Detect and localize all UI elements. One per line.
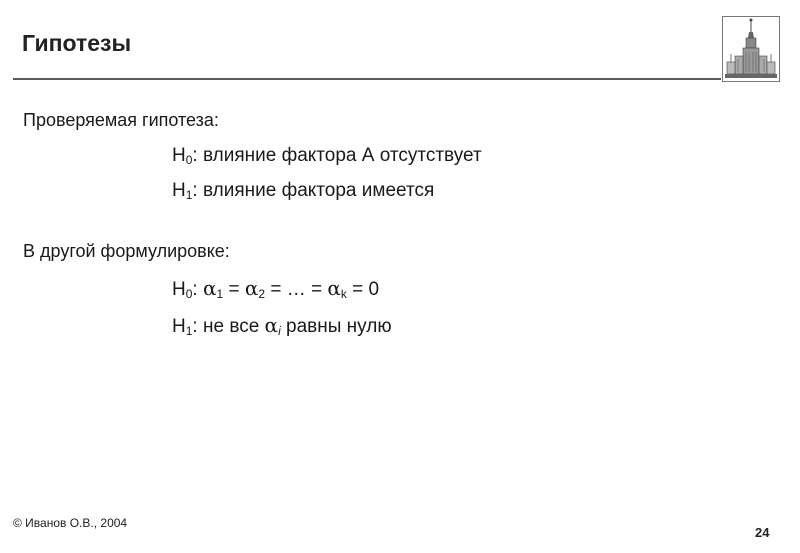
section-heading-other-formulation: В другой формулировке:: [23, 241, 230, 261]
f1-equals-zero: = 0: [346, 279, 380, 300]
hypothesis-h1: [172, 180, 434, 202]
f1-colon: :: [192, 279, 198, 300]
section-heading-tested-hypothesis: Проверяемая гипотеза:: [23, 110, 219, 130]
slide-title: Гипотезы: [22, 30, 132, 56]
h0-text: : влияние фактора А отсутствует: [192, 145, 482, 166]
f1-equals-ellipsis: = … =: [265, 279, 328, 300]
h1-letter: H: [172, 180, 186, 201]
h1-subscript: 1: [185, 188, 193, 202]
f2-h-subscript: 1: [185, 324, 193, 338]
f1-h-subscript: 0: [185, 287, 193, 301]
alpha-1-symbol: α: [202, 276, 217, 300]
alpha-k-symbol: α: [327, 276, 341, 300]
f1-equals-1: =: [223, 279, 245, 300]
footer-copyright: © Иванов О.В., 2004: [13, 516, 128, 530]
f2-text-before: : не все: [192, 316, 265, 337]
hypothesis-h0: [172, 145, 482, 167]
university-building-logo: [722, 16, 780, 82]
formula-h0-alphas: [172, 276, 379, 301]
alpha-2-symbol: α: [244, 276, 259, 300]
alpha-2-subscript: 2: [258, 287, 266, 301]
f2-text-after: равны нулю: [280, 316, 392, 337]
f2-h-letter: H: [172, 316, 186, 337]
h1-text: : влияние фактора имеется: [192, 180, 435, 201]
formula-h1-alphas: [172, 313, 392, 338]
alpha-k-subscript: k: [340, 287, 347, 301]
page-number: 24: [755, 525, 770, 540]
h0-letter: H: [172, 145, 186, 166]
title-underline: [13, 78, 721, 80]
alpha-i-subscript: i: [278, 324, 281, 338]
f1-h-letter: H: [172, 279, 186, 300]
alpha-1-subscript: 1: [216, 287, 224, 301]
alpha-i-symbol: α: [264, 313, 279, 337]
h0-subscript: 0: [185, 153, 193, 167]
